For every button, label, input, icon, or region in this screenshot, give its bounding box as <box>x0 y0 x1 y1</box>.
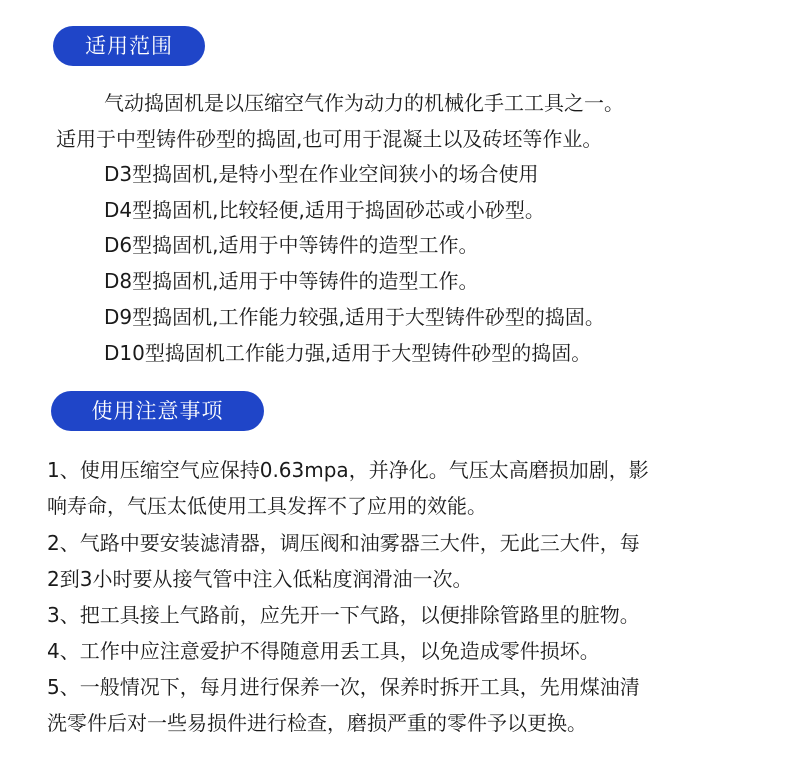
scope-line-3: D3型捣固机,是特小型在作业空间狭小的场合使用 <box>104 162 539 186</box>
precaution-line-8: 洗零件后对一些易损件进行检查，磨损严重的零件予以更换。 <box>47 711 587 735</box>
section-heading-scope: 适用范围 <box>53 26 205 66</box>
precaution-line-1: 1、使用压缩空气应保持0.63mpa，并净化。气压太高磨损加剧，影 <box>47 458 649 482</box>
precaution-line-5: 3、把工具接上气路前，应先开一下气路，以便排除管路里的脏物。 <box>47 603 640 627</box>
scope-line-5: D6型捣固机,适用于中等铸件的造型工作。 <box>104 233 479 257</box>
scope-line-7: D9型捣固机,工作能力较强,适用于大型铸件砂型的捣固。 <box>104 305 605 329</box>
scope-line-8: D10型捣固机工作能力强,适用于大型铸件砂型的捣固。 <box>104 341 592 365</box>
precaution-line-3: 2、气路中要安装滤清器，调压阀和油雾器三大件，无此三大件，每 <box>47 531 640 555</box>
precaution-line-2: 响寿命，气压太低使用工具发挥不了应用的效能。 <box>47 494 487 518</box>
section-heading-precautions: 使用注意事项 <box>51 391 264 431</box>
scope-line-6: D8型捣固机,适用于中等铸件的造型工作。 <box>104 269 479 293</box>
scope-line-4: D4型捣固机,比较轻便,适用于捣固砂芯或小砂型。 <box>104 198 545 222</box>
precaution-line-7: 5、一般情况下，每月进行保养一次，保养时拆开工具，先用煤油清 <box>47 675 640 699</box>
scope-line-2: 适用于中型铸件砂型的捣固,也可用于混凝土以及砖坯等作业。 <box>56 127 603 151</box>
precaution-line-6: 4、工作中应注意爱护不得随意用丢工具，以免造成零件损坏。 <box>47 639 600 663</box>
scope-line-1: 气动捣固机是以压缩空气作为动力的机械化手工工具之一。 <box>104 91 624 115</box>
precaution-line-4: 2到3小时要从接气管中注入低粘度润滑油一次。 <box>47 567 473 591</box>
